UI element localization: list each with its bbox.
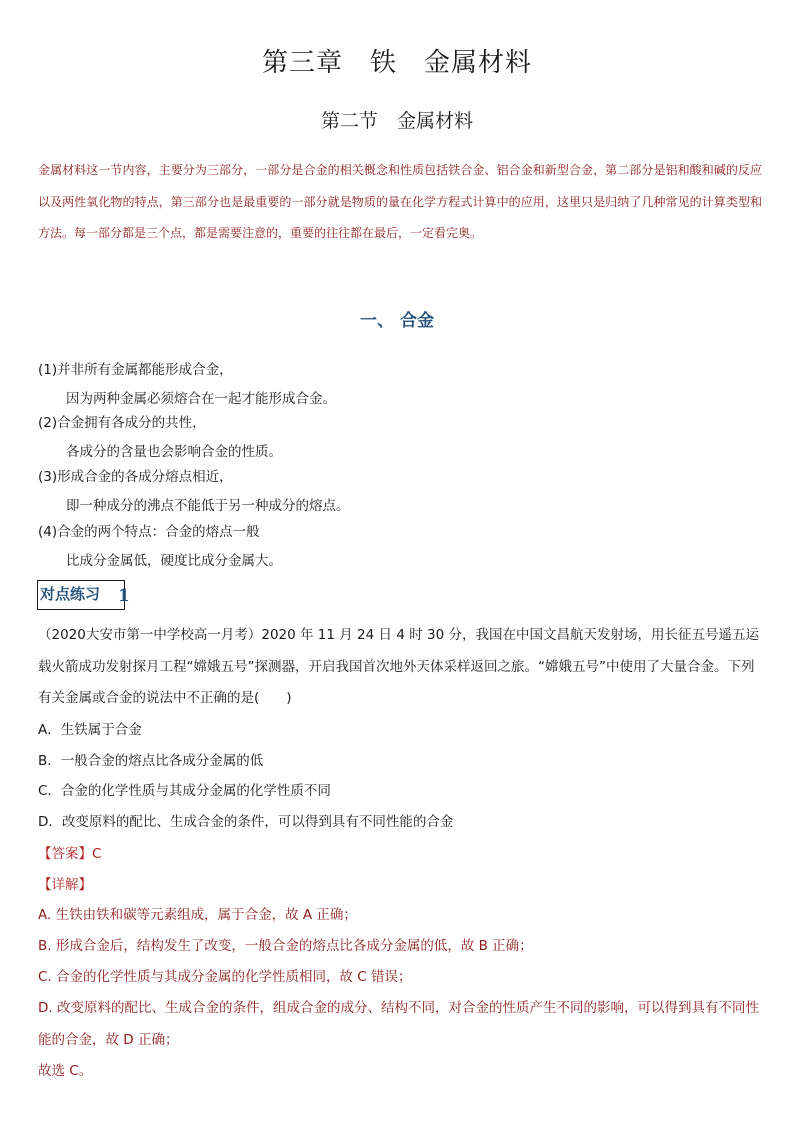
answer-value: C [92,846,102,862]
option-a: A．生铁属于合金 [38,722,142,738]
point-3-head: (3)形成合金的各成分熔点相近， [38,469,233,485]
detail-d: D. 改变原料的配比、生成合金的条件，组成合金的成分、结构不同，对合金的性质产生不同的影响，可以得到具有不同性能的合金，故 D 正确； [38,1000,759,1048]
detail-c: C. 合金的化学性质与其成分金属的化学性质相同，故 C 错误； [38,969,412,985]
section-subtitle: 第二节 金属材料 [320,110,473,132]
intro-paragraph: 金属材料这一节内容，主要分为三部分，一部分是合金的相关概念和性质包括铁合金、铝合金和新型合金，第二部分是铝和酸和碱的反应以及两性氧化物的特点，第三部分也是最重要的一部分就是物质的量在化学方程式计算中的应用，这里只是归纳了几种常见的计算类型和方法。每一部分都是三个点，都是需要注意的，重要的往往都在最后，一定看完奥。 [38,163,762,240]
option-d: D．改变原料的配比、生成合金的条件，可以得到具有不同性能的合金 [38,814,454,830]
detail-b: B. 形成合金后，结构发生了改变，一般合金的熔点比各成分金属的低，故 B 正确； [38,938,533,954]
point-1-head: (1)并非所有金属都能形成合金， [38,362,233,378]
point-4-body: 比成分金属低，硬度比成分金属大。 [66,553,282,569]
point-2-head: (2)合金拥有各成分的共性， [38,415,206,431]
point-1-body: 因为两种金属必须熔合在一起才能形成合金。 [66,391,336,407]
detail-a: A. 生铁由铁和碳等元素组成，属于合金，故 A 正确； [38,907,357,923]
exercise-label: 对点练习 [40,585,101,603]
exercise-number: 1 [118,586,130,606]
detail-label: 【详解】 [38,877,92,893]
answer-line [38,842,101,862]
section-heading-alloy: 一、 合金 [360,311,434,331]
conclusion: 故选 C。 [38,1063,93,1079]
exercise-question: （2020大安市第一中学校高一月考）2020 年 11 月 24 日 4 时 30 分，我国在中国文昌航天发射场，用长征五号遥五运载火箭成功发射探月工程“嫦娥五号”探测器，开启我国首次地外天体采样返回之旅。“嫦娥五号”中使用了大量合金。下列有关金属或合金的说法中不正确的是( ) [38,627,759,706]
answer-label: 【答案】 [38,846,92,862]
chapter-title: 第三章 铁 金属材料 [261,48,532,78]
point-3-body: 即一种成分的沸点不能低于另一种成分的熔点。 [66,498,350,514]
point-2-body: 各成分的含量也会影响合金的性质。 [66,444,282,460]
point-4-head: (4)合金的两个特点：合金的熔点一般 [38,524,260,540]
option-c: C．合金的化学性质与其成分金属的化学性质不同 [38,783,331,799]
option-b: B．一般合金的熔点比各成分金属的低 [38,753,264,769]
exercise-badge [37,580,130,610]
